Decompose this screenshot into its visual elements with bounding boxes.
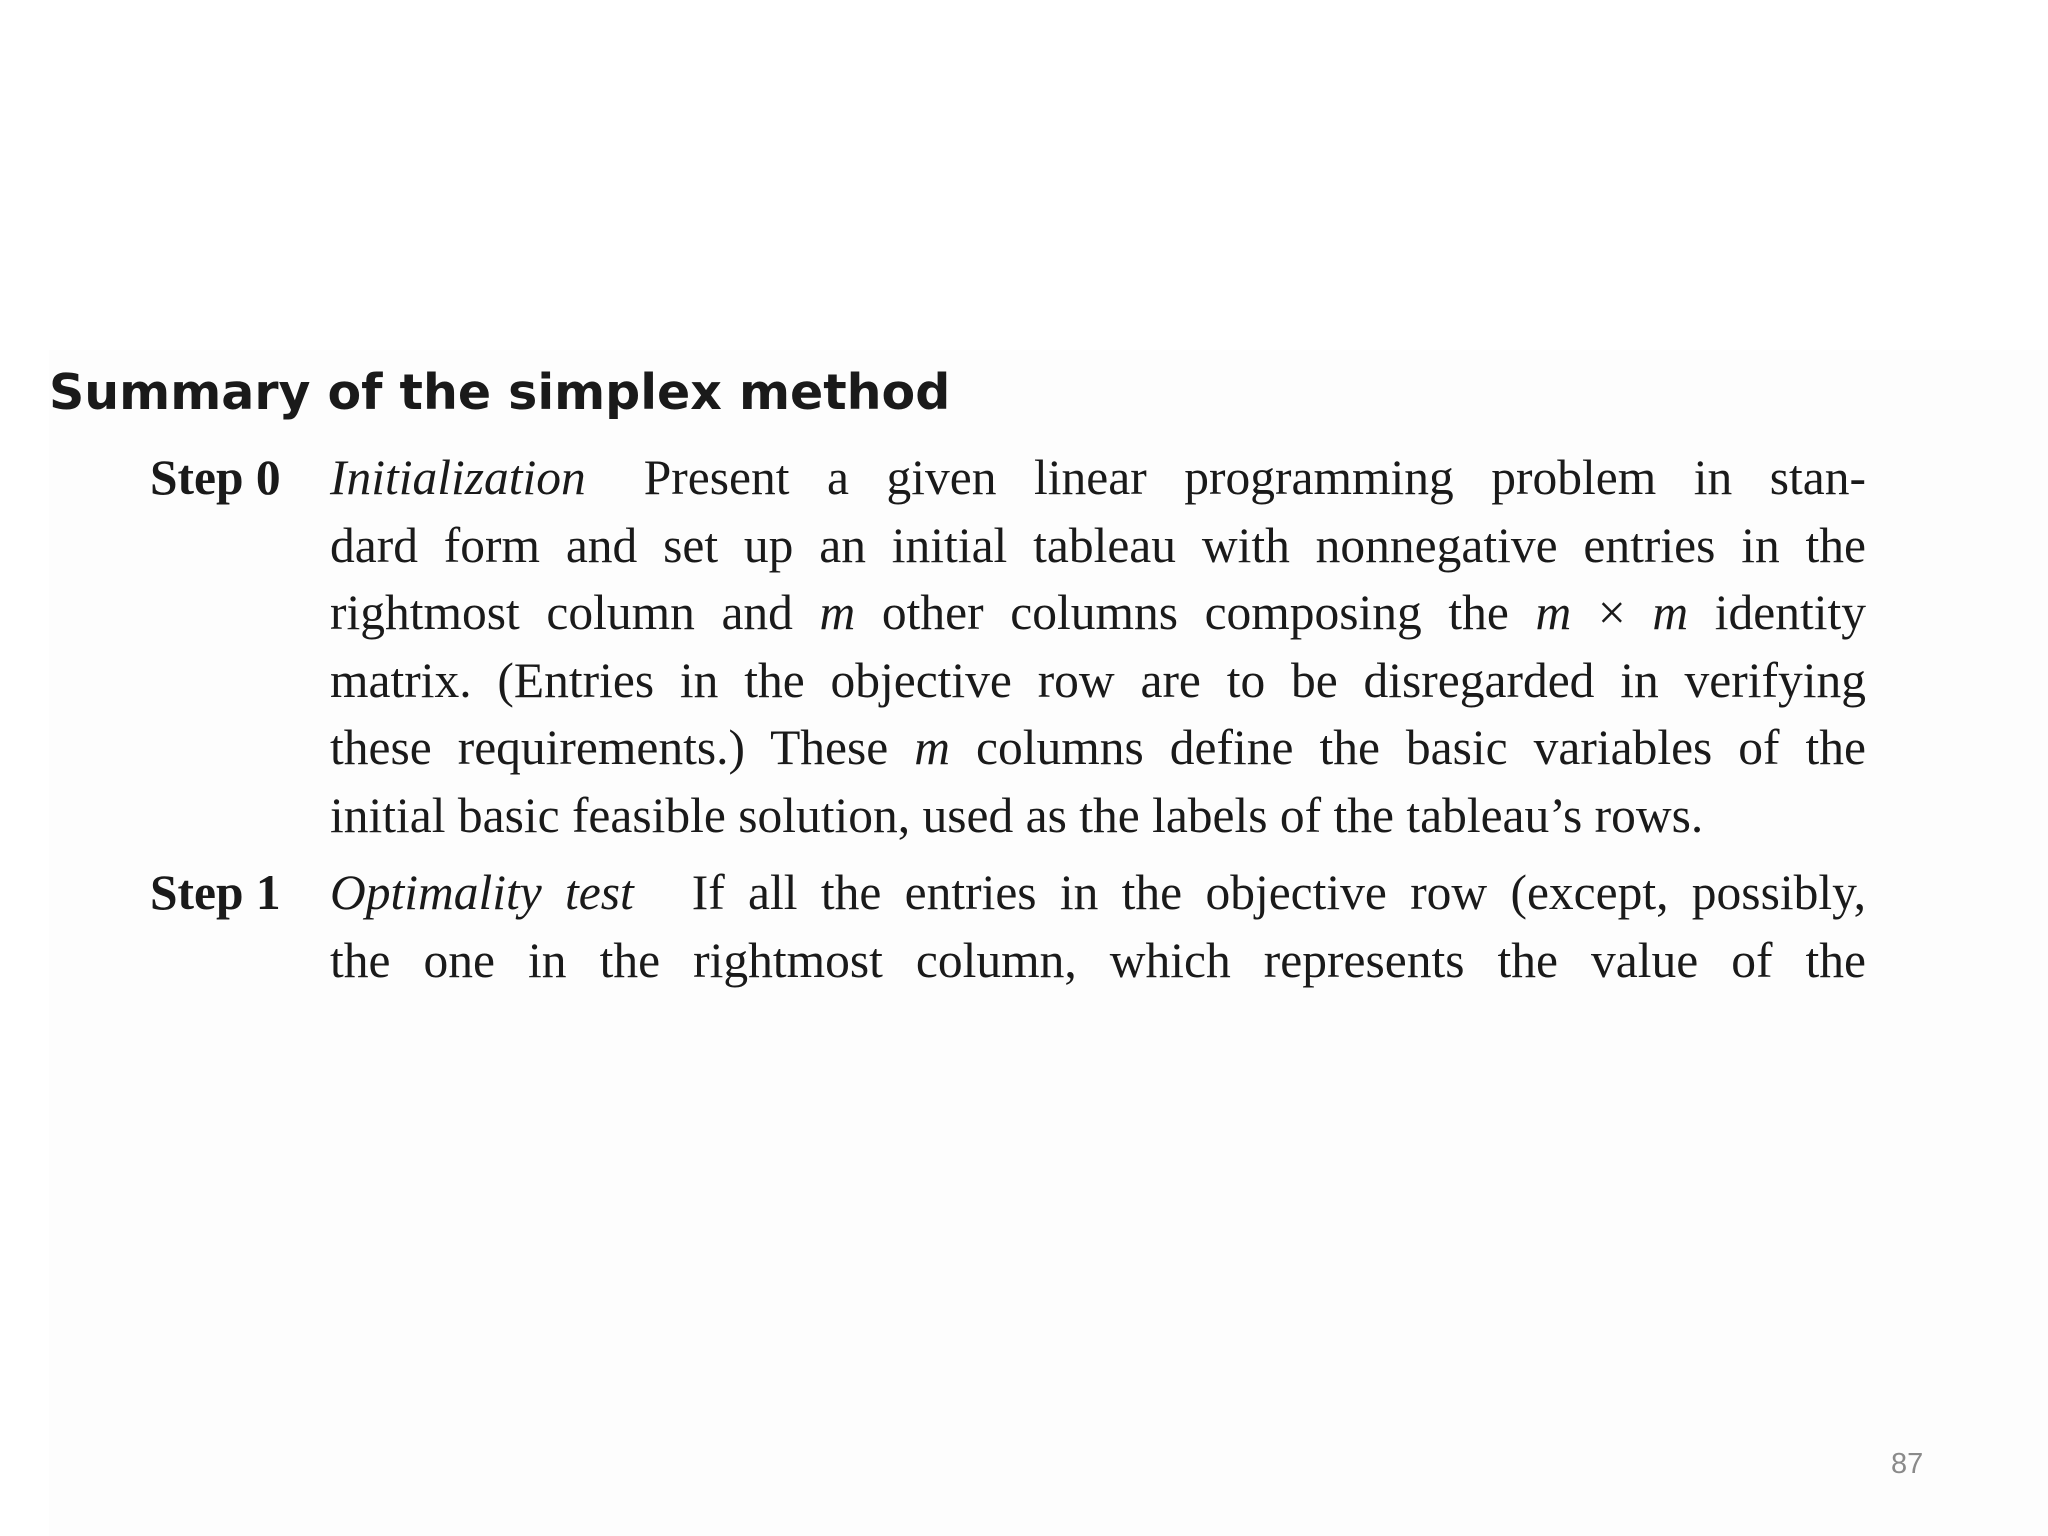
step-text-line: initial basic feasible solution, used as the labels of the tableau’s rows. (330, 787, 1704, 843)
step-text-line: Initialization Present a given linear programming problem in stan- (330, 450, 1866, 505)
textbook-excerpt (49, 350, 2048, 1536)
step-text-line: these requirements.) These m columns define the basic variables of the (330, 720, 1867, 775)
step-text-line: dard form and set up an initial tableau with nonnegative entries in the (330, 517, 1866, 573)
step-text-line: rightmost column and m other columns composing the m × m identity (330, 585, 1866, 640)
step-title: Optimality test (330, 865, 634, 920)
step-body (330, 859, 1866, 994)
step-text-line: Optimality test If all the entries in the objective row (except, possibly, (330, 865, 1867, 920)
step-text-line: matrix. (Entries in the objective row are to be disregarded in verifying (330, 652, 1866, 708)
step-title: Initialization (330, 450, 586, 505)
step-label: Step 0 (150, 450, 281, 505)
step-body (330, 444, 1866, 849)
page-number: 87 (1891, 1448, 1924, 1480)
section-heading: Summary of the simplex method (49, 364, 951, 421)
step-label: Step 1 (150, 865, 281, 920)
step-text-line: the one in the rightmost column, which represents the value of the (330, 932, 1866, 988)
